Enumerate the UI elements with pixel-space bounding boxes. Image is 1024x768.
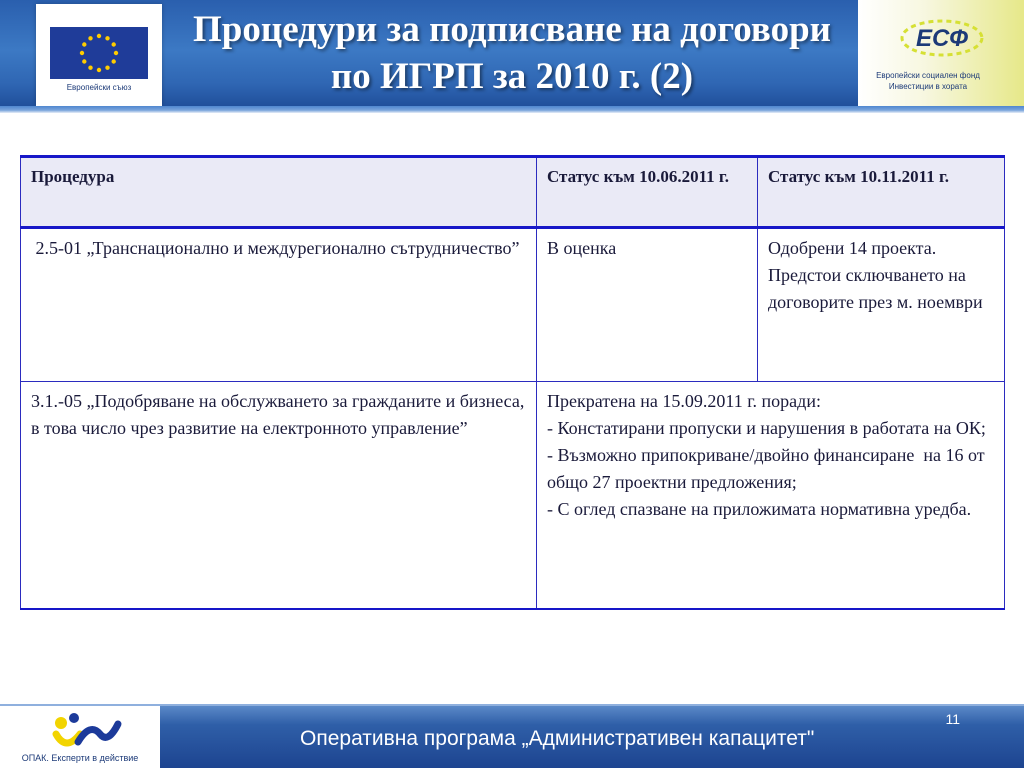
column-header-status-june: Статус към 10.06.2011 г. — [537, 157, 758, 228]
status-merged-cell — [537, 382, 1005, 610]
procedure-cell: 3.1.-05 „Подобряване на обслужването за гражданите и бизнеса, в това число чрез развитие на електронното управление” — [21, 382, 537, 610]
esf-logo-text: ЕСФ — [915, 25, 969, 52]
esf-caption-line-1: Европейски социален фонд — [876, 71, 980, 80]
program-name: Оперативна програма „Административен капацитет" — [300, 727, 815, 750]
procedures-table — [20, 155, 1005, 610]
header-divider — [0, 106, 1024, 113]
opak-logo-caption: ОПАК. Експерти в действие — [21, 753, 139, 763]
page-title-line-1: Процедури за подписване на договори — [193, 9, 831, 50]
table-row — [21, 228, 1005, 382]
status-line: Прекратена на 15.09.2011 г. поради: — [547, 391, 821, 411]
esf-logo-caption — [858, 70, 998, 92]
header-band — [0, 0, 1024, 112]
page-number: 11 — [945, 711, 960, 727]
table-header-row — [21, 157, 1005, 228]
status-line: - Възможно припокриване/двойно финансиране на 16 от общо 27 проектни предложения; — [547, 445, 990, 492]
eu-logo-caption: Европейски съюз — [66, 83, 132, 92]
status-november-cell: Одобрени 14 проекта. Предстои сключването на договорите през м. ноември — [758, 228, 1005, 382]
status-line: - С оглед спазване на приложимата нормативна уредба. — [547, 499, 972, 519]
eu-flag-icon — [50, 27, 148, 79]
table-row — [21, 382, 1005, 610]
esf-logo — [858, 0, 1024, 106]
column-header-status-november: Статус към 10.11.2011 г. — [758, 157, 1005, 228]
opak-logo — [0, 706, 160, 768]
opak-logo-icon — [52, 712, 124, 752]
footer-band — [0, 706, 1024, 768]
esf-caption-line-2: Инвестиции в хората — [888, 82, 968, 91]
page-title-line-2: по ИГРП за 2010 г. (2) — [330, 56, 694, 97]
status-line: - Констатирани пропуски и нарушения в работата на ОК; — [547, 418, 986, 438]
status-june-cell: В оценка — [537, 228, 758, 382]
page-title — [140, 6, 884, 100]
esf-logo-icon — [898, 18, 988, 58]
column-header-procedure: Процедура — [21, 157, 537, 228]
procedure-cell: 2.5-01 „Транснационално и междурегионално сътрудничество” — [21, 228, 537, 382]
